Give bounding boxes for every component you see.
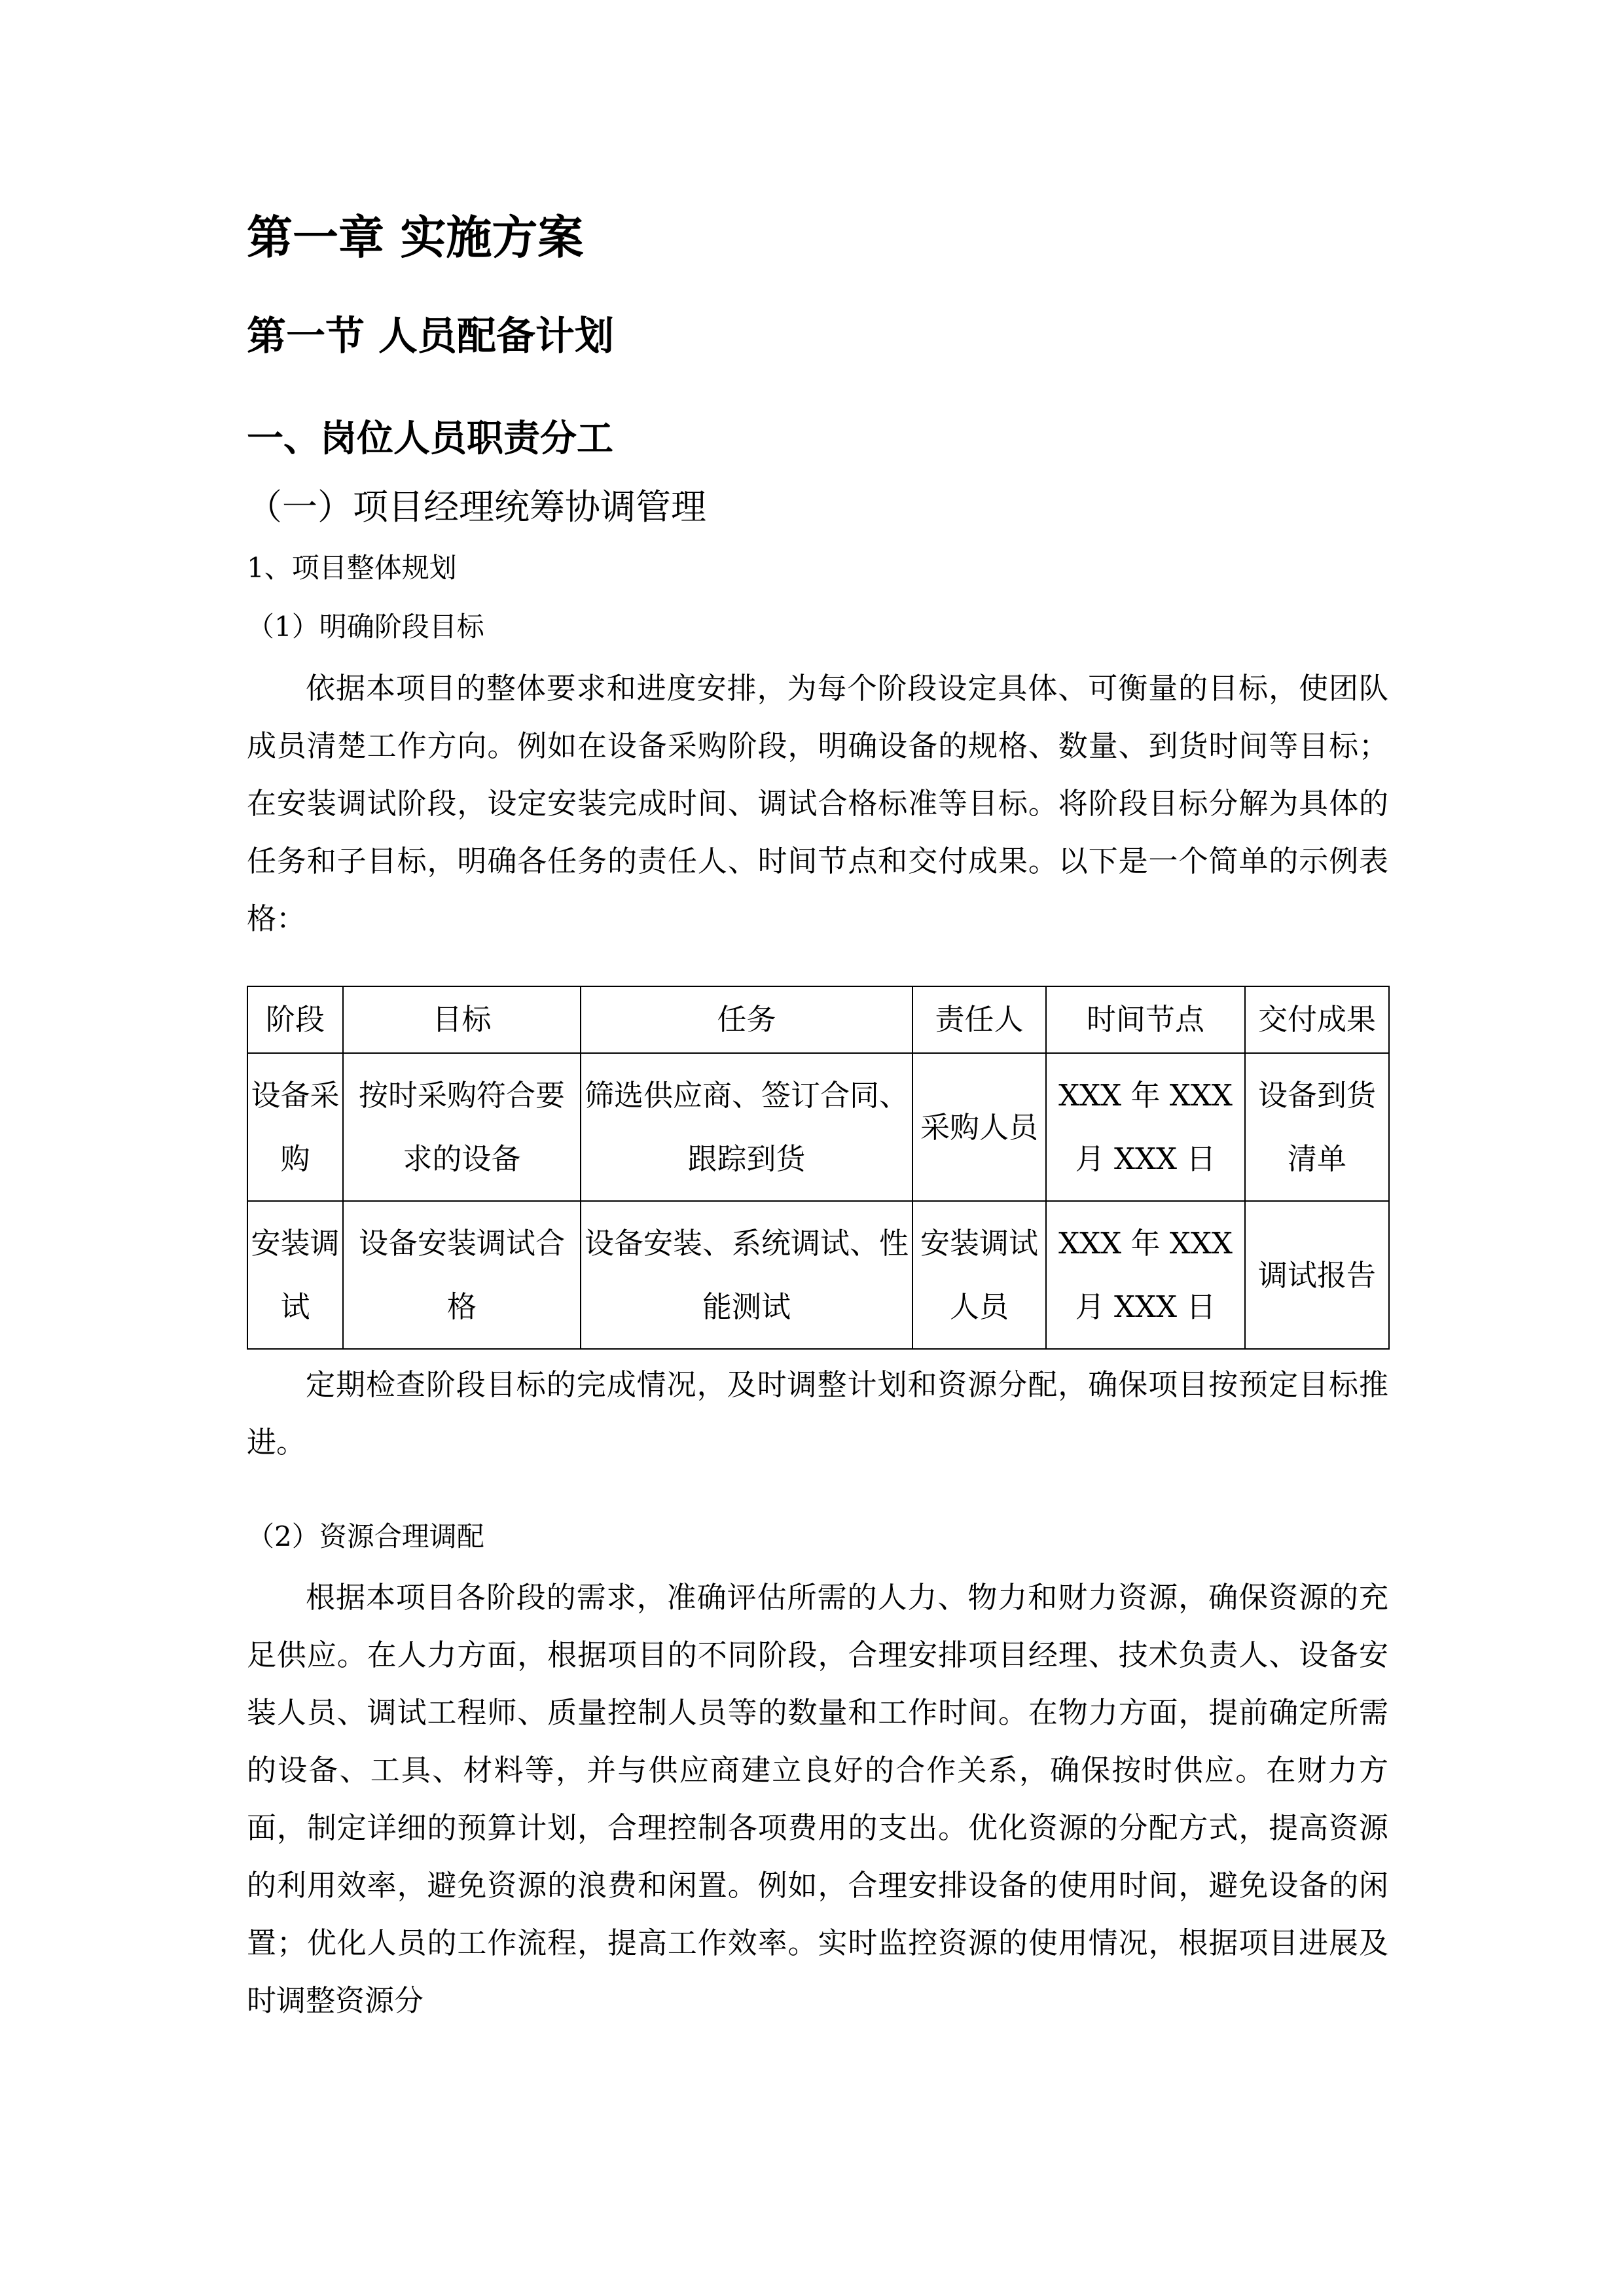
- table-cell: 按时采购符合要求的设备: [343, 1053, 581, 1201]
- table-header-cell: 阶段: [247, 986, 343, 1053]
- table-header-cell: 交付成果: [1245, 986, 1389, 1053]
- table-header-cell: 任务: [581, 986, 912, 1053]
- table-cell: 设备安装调试合格: [343, 1201, 581, 1349]
- paragraph-3: 根据本项目各阶段的需求，准确评估所需的人力、物力和财力资源，确保资源的充足供应。在人力方面，根据项目的不同阶段，合理安排项目经理、技术负责人、设备安装人员、调试工程师、质量控制人员等的数量和工作时间。在物力方面，提前确定所需的设备、工具、材料等，并与供应商建立良好的合作关系，确保按时供应。在财力方面，制定详细的预算计划，合理控制各项费用的支出。优化资源的分配方式，提高资源的利用效率，避免资源的浪费和闲置。例如，合理安排设备的使用时间，避免设备的闲置；优化人员的工作流程，提高工作效率。实时监控资源的使用情况，根据项目进展及时调整资源分: [247, 1580, 1388, 2018]
- table-header-cell: 时间节点: [1046, 986, 1245, 1053]
- table-cell: 调试报告: [1245, 1201, 1389, 1349]
- table-header-cell: 目标: [343, 986, 581, 1053]
- table-cell: 安装调试人员: [912, 1201, 1046, 1349]
- table-row: [247, 1201, 1389, 1349]
- example-table: [247, 986, 1390, 1350]
- item-heading-1-1: （1）明确阶段目标: [247, 611, 484, 643]
- heading-1-1: （一）项目经理统筹协调管理: [247, 486, 706, 528]
- paragraph-1: 依据本项目的整体要求和进度安排，为每个阶段设定具体、可衡量的目标，使团队成员清楚工作方向。例如在设备采购阶段，明确设备的规格、数量、到货时间等目标；在安装调试阶段，设定安装完成时间、调试合格标准等目标。将阶段目标分解为具体的任务和子目标，明确各任务的责任人、时间节点和交付成果。以下是一个简单的示例表格：: [247, 671, 1388, 936]
- table-cell: 设备安装、系统调试、性能测试: [581, 1201, 912, 1349]
- table-header-row: [247, 986, 1389, 1053]
- paragraph-2: 定期检查阶段目标的完成情况，及时调整计划和资源分配，确保项目按预定目标推进。: [247, 1367, 1388, 1460]
- table-cell: 筛选供应商、签订合同、跟踪到货: [581, 1053, 912, 1201]
- item-heading-1: 1、项目整体规划: [247, 552, 457, 584]
- table-cell: 设备到货清单: [1245, 1053, 1389, 1201]
- table-cell: 采购人员: [912, 1053, 1046, 1201]
- table-cell: XXX 年 XXX 月 XXX 日: [1046, 1053, 1245, 1201]
- table-cell: XXX 年 XXX 月 XXX 日: [1046, 1201, 1245, 1349]
- table-cell: 设备采购: [247, 1053, 343, 1201]
- heading-1: 一、岗位人员职责分工: [247, 418, 613, 460]
- chapter-title: 第一章 实施方案: [247, 211, 584, 264]
- table-cell: 安装调试: [247, 1201, 343, 1349]
- table-row: [247, 1053, 1389, 1201]
- item-heading-1-2: （2）资源合理调配: [247, 1520, 484, 1552]
- section-title: 第一节 人员配备计划: [247, 314, 614, 359]
- table-header-cell: 责任人: [912, 986, 1046, 1053]
